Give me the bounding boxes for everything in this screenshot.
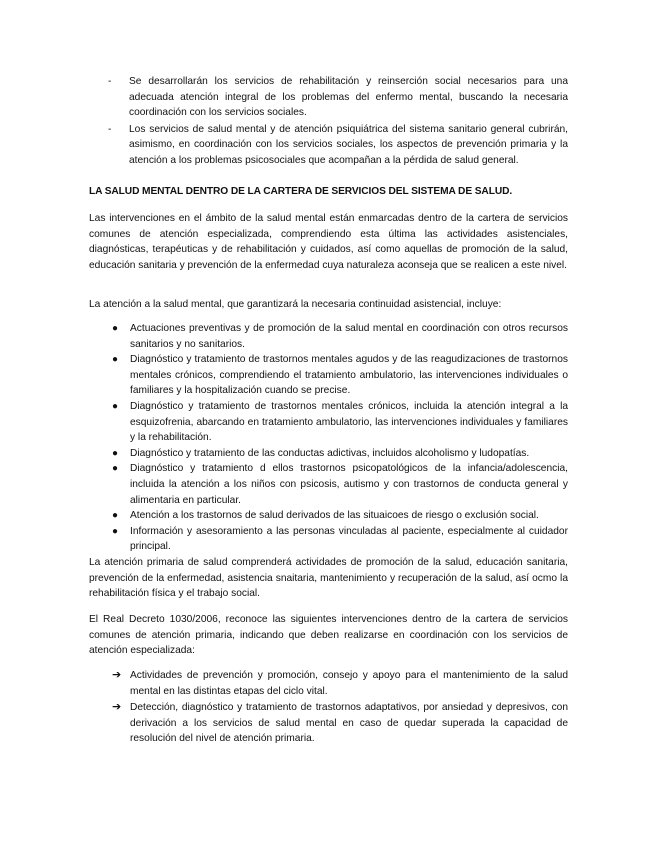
- list-item-text: Actuaciones preventivas y de promoción de la salud mental en coordinación con otros recursos sanitarios y no sanitarios.: [130, 323, 568, 350]
- list-item-text: Detección, diagnóstico y tratamiento de trastornos adaptativos, por ansiedad y depresivos, con derivación a los servicios de salud mental en caso de quedar superada la capacidad de resolución del nivel de atención primaria.: [130, 702, 568, 745]
- list-item: [112, 668, 568, 699]
- bullet-icon: ●: [112, 354, 119, 366]
- list-item-text: Información y asesoramiento a las personas vinculadas al paciente, especialmente al cuidador principal.: [130, 525, 568, 553]
- section-heading: LA SALUD MENTAL DENTRO DE LA CARTERA DE SERVICIOS DEL SISTEMA DE SALUD.: [89, 186, 513, 197]
- arrow-list: [112, 668, 568, 748]
- list-item: [112, 461, 568, 508]
- dash-list: [108, 74, 568, 170]
- paragraph: El Real Decreto 1030/2006, reconoce las siguientes intervenciones dentro de la cartera de servicios comunes de atención primaria, indicando que deben realizarse en coordinación con los servicios de atención especializada:: [89, 614, 568, 657]
- list-item-text: Atención a los trastornos de salud derivados de las situaicoes de riesgo o exclusión social.: [130, 510, 539, 522]
- list-item: [112, 700, 568, 747]
- paragraph: Las intervenciones en el ámbito de la salud mental están enmarcadas dentro de la cartera de servicios comunes de atención especializada, comprendiendo esta última las actividades asistenciales, diagnósticas, terapéuticas y de rehabilitación y cuidados, así como aquellas de promoción de la salud, educación sanitaria y prevención de la enfermedad cuya naturaleza aconseja que se realicen a este nivel.: [89, 213, 568, 271]
- dash-marker: -: [108, 123, 112, 135]
- list-item-text: Diagnóstico y tratamiento d ellos trastornos psicopatológicos de la infancia/adolescencia, incluida la atención a los niños con psicosis, autismo y con trastornos de conducta general y alimentaria en particular.: [130, 463, 568, 506]
- bullet-icon: ●: [112, 323, 119, 334]
- list-item: [112, 321, 568, 352]
- bullet-icon: ●: [112, 510, 119, 522]
- list-item: [108, 122, 568, 169]
- list-item: [112, 352, 568, 399]
- list-item-text: Diagnóstico y tratamiento de trastornos mentales agudos y de las reagudizaciones de trastornos mentales crónicos, comprendiendo el tratamiento ambulatorio, las intervenciones individuales o familiares y la hospitalización cuando se precise.: [130, 354, 568, 397]
- list-item-text: Actividades de prevención y promoción, consejo y apoyo para el mantenimiento de la salud mental en las distintas etapas del ciclo vital.: [130, 670, 568, 697]
- paragraph: La atención primaria de salud comprenderá actividades de promoción de la salud, educación sanitaria, prevención de la enfermedad, asistencia snaitaria, mantenimiento y recuperación de la salud, así ocmo la rehabilitación física y el trabajo social.: [89, 557, 568, 600]
- bullet-icon: ●: [112, 463, 119, 475]
- list-item-text: Los servicios de salud mental y de atención psiquiátrica del sistema sanitario general cubrirán, asimismo, en coordinación con los servicios sociales, los aspectos de prevención primaria y la atención a los problemas psicosociales que acompañan a la pérdida de salud general.: [129, 123, 568, 166]
- list-item-text: Diagnóstico y tratamiento de las conductas adictivas, incluidos alcoholismo y ludopatías.: [130, 447, 530, 459]
- list-item: [108, 74, 568, 121]
- bullet-icon: ●: [112, 447, 119, 459]
- bullet-icon: ●: [112, 525, 119, 537]
- arrow-right-icon: ➔: [112, 701, 122, 714]
- list-item-text: Diagnóstico y tratamiento de trastornos mentales crónicos, incluida la atención integral a la esquizofrenia, abarcando en tratamiento ambulatorio, las intervenciones individuales y familiares y la rehabilitación.: [130, 400, 568, 444]
- arrow-right-icon: ➔: [112, 669, 122, 681]
- bullet-icon: ●: [112, 400, 119, 412]
- list-item: [112, 524, 568, 555]
- dash-marker: -: [108, 76, 112, 87]
- list-item: [112, 399, 568, 446]
- list-item-text: Se desarrollarán los servicios de rehabilitación y reinserción social necesarios para una adecuada atención integral de los problemas del enfermo mental, buscando la necesaria coordinación con los servicios sociales.: [129, 76, 568, 119]
- list-item: [112, 508, 568, 524]
- list-item: [112, 446, 568, 462]
- bullet-list: [112, 321, 568, 555]
- paragraph: La atención a la salud mental, que garantizará la necesaria continuidad asistencial, incluye:: [89, 299, 502, 310]
